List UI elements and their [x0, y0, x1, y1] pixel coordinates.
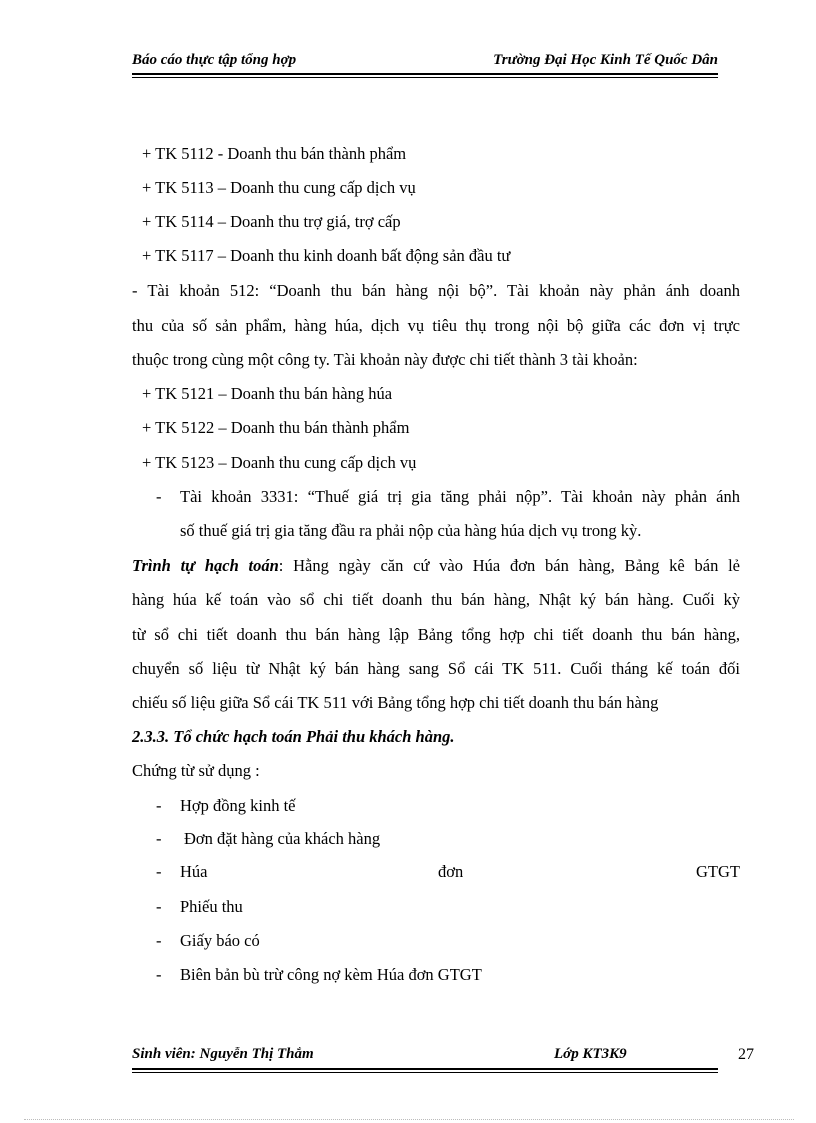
header-rule-thin [132, 77, 718, 78]
tk512-item: + TK 5123 – Doanh thu cung cấp dịch vụ [142, 453, 417, 472]
page-edge-dotted-line [24, 1119, 794, 1120]
tk3331-line: số thuế giá trị gia tăng đầu ra phải nộp của hàng húa dịch vụ trong kỳ. [180, 521, 642, 540]
list-dash: - [156, 829, 162, 848]
document-item: Hợp đồng kinh tế [180, 796, 296, 815]
tk511-item: + TK 5113 – Doanh thu cung cấp dịch vụ [142, 178, 416, 197]
document-item: Giấy báo có [180, 931, 260, 950]
invoice-item [180, 862, 740, 882]
page-footer [132, 1046, 752, 1068]
invoice-word: Húa [180, 862, 208, 881]
documents-label: Chứng từ sử dụng : [132, 761, 260, 780]
tk512-item: + TK 5122 – Doanh thu bán thành phẩm [142, 418, 410, 437]
procedure-line: từ sổ chi tiết doanh thu bán hàng lập Bảng tổng hợp chi tiết doanh thu bán hàng, [132, 625, 740, 644]
tk512-paragraph-line: - Tài khoản 512: “Doanh thu bán hàng nội bộ”. Tài khoản này phản ánh doanh [132, 281, 740, 300]
tk3331-line: Tài khoản 3331: “Thuế giá trị gia tăng phải nộp”. Tài khoản này phản ánh [180, 487, 740, 506]
tk512-item: + TK 5121 – Doanh thu bán hàng húa [142, 384, 393, 403]
invoice-word: GTGT [696, 862, 740, 881]
document-item: Phiếu thu [180, 897, 243, 916]
list-dash: - [156, 965, 162, 984]
footer-class: Lớp KT3K9 [554, 1046, 627, 1062]
tk512-paragraph-line: thu của số sản phẩm, hàng húa, dịch vụ tiêu thụ trong nội bộ giữa các đơn vị trực [132, 316, 740, 335]
procedure-line: chuyển số liệu từ Nhật ký bán hàng sang Sổ cái TK 511. Cuối tháng kế toán đối [132, 659, 740, 678]
document-item: Biên bản bù trừ công nợ kèm Húa đơn GTGT [180, 965, 482, 984]
page-header [132, 50, 718, 72]
procedure-label: Trình tự hạch toán [132, 556, 279, 575]
document-item: Đơn đặt hàng của khách hàng [184, 829, 381, 848]
list-dash: - [156, 897, 162, 916]
procedure-line: chiếu số liệu giữa Sổ cái TK 511 với Bảng tổng hợp chi tiết doanh thu bán hàng [132, 693, 659, 712]
invoice-word: đơn [438, 862, 464, 881]
list-dash: - [156, 931, 162, 950]
list-dash: - [156, 487, 162, 506]
procedure-line: hàng húa kế toán vào sổ chi tiết doanh thu bán hàng, Nhật ký bán hàng. Cuối kỳ [132, 590, 740, 609]
list-dash: - [156, 862, 162, 881]
header-report-title: Báo cáo thực tập tổng hợp [132, 52, 297, 68]
footer-student: Sinh viên: Nguyễn Thị Thắm [132, 1046, 314, 1062]
list-dash: - [156, 796, 162, 815]
page-number: 27 [738, 1046, 754, 1063]
header-university: Trường Đại Học Kinh Tế Quốc Dân [493, 52, 718, 68]
tk511-item: + TK 5114 – Doanh thu trợ giá, trợ cấp [142, 212, 401, 231]
section-heading: 2.3.3. Tổ chức hạch toán Phải thu khách hàng. [132, 727, 455, 746]
procedure-first-text: : Hằng ngày căn cứ vào Húa đơn bán hàng, Bảng kê bán lẻ [278, 556, 740, 575]
header-rule-thick [132, 73, 718, 75]
tk511-item: + TK 5112 - Doanh thu bán thành phẩm [142, 144, 407, 163]
tk512-paragraph-line: thuộc trong cùng một công ty. Tài khoản này được chi tiết thành 3 tài khoản: [132, 350, 638, 369]
footer-rule-thin [132, 1072, 718, 1073]
footer-rule-thick [132, 1068, 718, 1070]
procedure-first-line [132, 556, 740, 576]
tk511-item: + TK 5117 – Doanh thu kinh doanh bất động sản đầu tư [142, 246, 511, 265]
